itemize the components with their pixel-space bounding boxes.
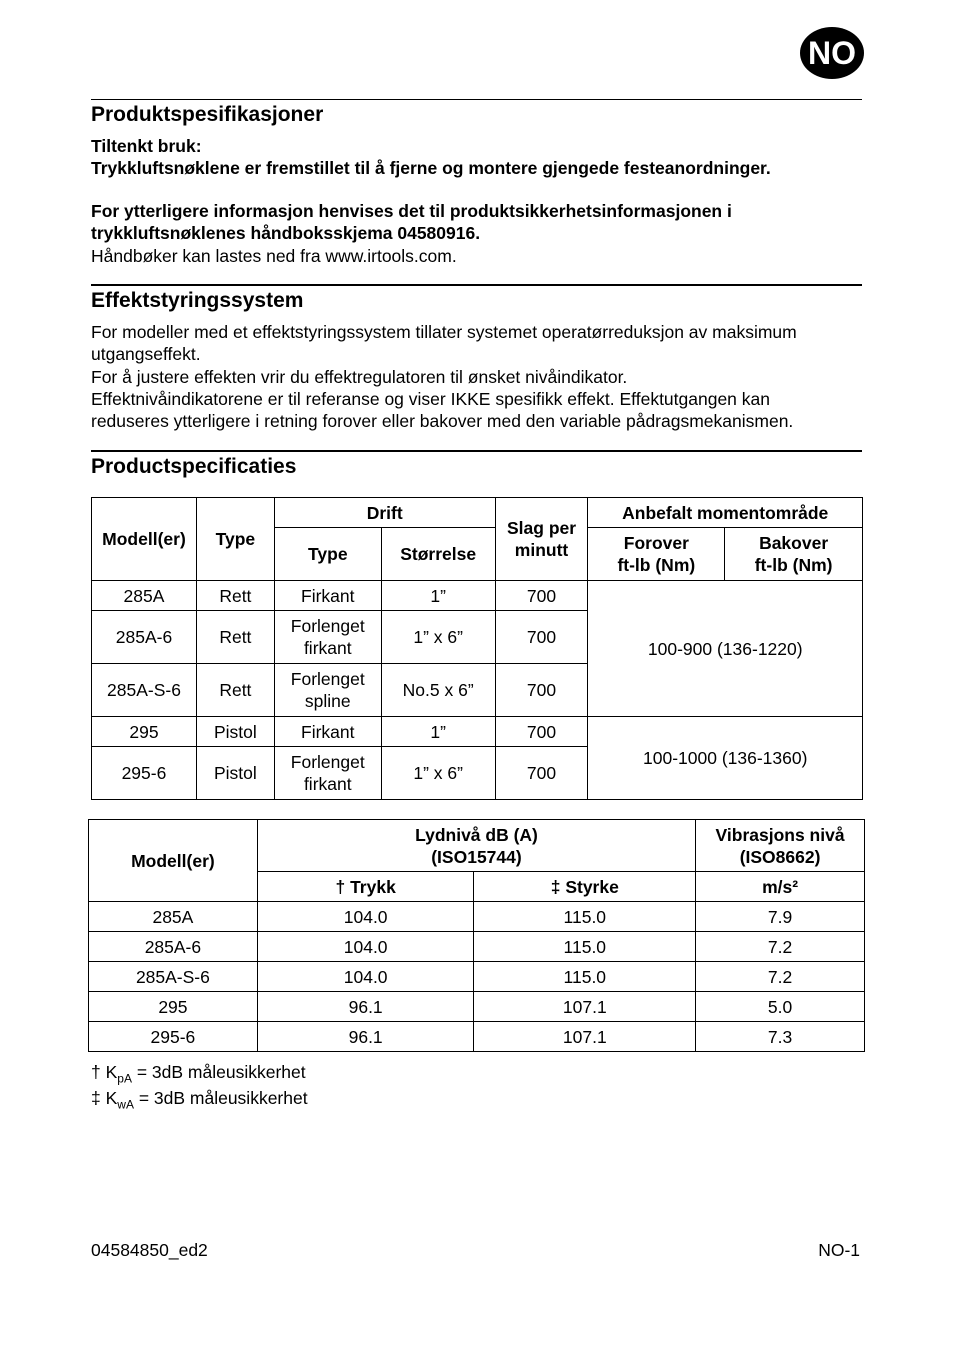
cell-model: 295-6 xyxy=(92,747,197,800)
header-power: ‡ Styrke xyxy=(474,872,696,902)
document-code: 04584850_ed2 xyxy=(91,1240,208,1260)
header-reverse-line1: Bakover xyxy=(759,533,829,553)
intended-use-label: Tiltenkt bruk: xyxy=(91,136,202,156)
cell-model: 295 xyxy=(89,992,258,1022)
cell-type: Pistol xyxy=(196,747,274,800)
cell-size: 1” x 6” xyxy=(381,611,495,664)
cell-vibration: 7.2 xyxy=(696,962,865,992)
section-title-productspecificaties: Productspecificaties xyxy=(91,455,297,478)
header-vibration-line1: Vibrasjons nivå xyxy=(715,824,845,845)
cell-vibration: 7.3 xyxy=(696,1022,865,1052)
section-title-product-spec: Produktspesifikasjoner xyxy=(91,103,324,126)
cell-power: 107.1 xyxy=(474,992,696,1022)
header-drive-size: Størrelse xyxy=(381,528,495,581)
section-title-power-management: Effektstyringssystem xyxy=(91,289,304,312)
cell-drive-type xyxy=(274,611,381,664)
cell-pressure: 104.0 xyxy=(257,962,474,992)
header-bpm-line1: Slag per xyxy=(507,518,577,538)
cell-size: 1” xyxy=(381,581,495,611)
power-text-line4: Effektnivåindikatorene er til referanse og viser IKKE spesifikk effekt. Effektutgangen kan xyxy=(91,389,770,409)
table-row xyxy=(89,932,865,962)
more-info-line2: trykkluftsnøklenes håndboksskjema 04580916. xyxy=(91,223,481,243)
footnote-kwa xyxy=(91,1088,308,1112)
header-forward xyxy=(588,528,725,581)
footnote-kwa-prefix: ‡ K xyxy=(91,1088,118,1108)
header-models: Modell(er) xyxy=(89,820,258,902)
cell-torque-range: 100-900 (136-1220) xyxy=(588,581,863,717)
cell-model: 285A-6 xyxy=(89,932,258,962)
cell-power: 107.1 xyxy=(474,1022,696,1052)
cell-model: 285A-S-6 xyxy=(89,962,258,992)
cell-type: Pistol xyxy=(196,717,274,747)
cell-bpm: 700 xyxy=(495,611,588,664)
table-row xyxy=(89,902,865,932)
cell-bpm: 700 xyxy=(495,581,588,611)
download-note: Håndbøker kan lastes ned fra www.irtools.com. xyxy=(91,246,457,266)
spec-table xyxy=(91,497,863,800)
noise-vibration-table xyxy=(88,819,865,1052)
cell-bpm: 700 xyxy=(495,747,588,800)
cell-drive-type xyxy=(274,664,381,717)
cell-model: 285A xyxy=(89,902,258,932)
cell-torque-range: 100-1000 (136-1360) xyxy=(588,717,863,800)
cell-model: 285A-6 xyxy=(92,611,197,664)
cell-type: Rett xyxy=(196,611,274,664)
divider xyxy=(91,284,862,286)
cell-bpm: 700 xyxy=(495,717,588,747)
header-vibration xyxy=(696,820,865,872)
table-row xyxy=(92,581,863,611)
header-sound-level xyxy=(257,820,695,872)
table-row xyxy=(92,717,863,747)
footnote-kwa-sub: wA xyxy=(117,1097,134,1112)
header-vibration-line2: (ISO8662) xyxy=(739,846,821,867)
intended-use-text: Trykkluftsnøklene er fremstillet til å fjerne og montere gjengede festeanordninger. xyxy=(91,158,771,178)
header-models: Modell(er) xyxy=(92,498,197,581)
header-reverse-line2: ft-lb (Nm) xyxy=(754,555,833,575)
cell-bpm: 700 xyxy=(495,664,588,717)
cell-drive-type xyxy=(274,747,381,800)
footnote-kpa-prefix: † K xyxy=(91,1062,118,1082)
cell-drive-type-line2: firkant xyxy=(303,774,352,794)
power-text-line3: For å justere effekten vrir du effektregulatoren til ønsket nivåindikator. xyxy=(91,367,628,387)
header-reverse xyxy=(725,528,863,581)
header-sound-line1: Lydnivå dB (A) xyxy=(415,824,538,845)
cell-drive-type-line2: firkant xyxy=(303,638,352,658)
header-drive-type: Type xyxy=(274,528,381,581)
footnote-kpa-text: = 3dB måleusikkerhet xyxy=(131,1062,306,1082)
table-row xyxy=(89,992,865,1022)
power-text-line5: reduseres ytterligere i retning forover eller bakover med den variable pådragsmekanismen. xyxy=(91,411,794,431)
cell-type: Rett xyxy=(196,664,274,717)
cell-drive-type-line1: Forlenget xyxy=(290,752,365,772)
header-sound-line2: (ISO15744) xyxy=(431,846,522,867)
cell-model: 285A-S-6 xyxy=(92,664,197,717)
divider xyxy=(91,450,862,452)
cell-vibration: 5.0 xyxy=(696,992,865,1022)
header-type: Type xyxy=(196,498,274,581)
header-pressure: † Trykk xyxy=(257,872,474,902)
table-row xyxy=(89,1022,865,1052)
cell-model: 295 xyxy=(92,717,197,747)
cell-size: 1” x 6” xyxy=(381,747,495,800)
more-info-line1: For ytterligere informasjon henvises det til produktsikkerhetsinformasjonen i xyxy=(91,201,732,221)
divider xyxy=(91,99,862,100)
cell-size: No.5 x 6” xyxy=(381,664,495,717)
cell-drive-type: Firkant xyxy=(274,717,381,747)
cell-power: 115.0 xyxy=(474,962,696,992)
cell-vibration: 7.2 xyxy=(696,932,865,962)
page-number: NO-1 xyxy=(818,1240,860,1260)
cell-drive-type-line1: Forlenget xyxy=(290,616,365,636)
cell-drive-type-line2: spline xyxy=(304,691,351,711)
power-text-line1: For modeller med et effektstyringssystem tillater systemet operatørreduksjon av maksimum xyxy=(91,322,797,342)
footnote-kpa-sub: pA xyxy=(117,1071,132,1086)
cell-power: 115.0 xyxy=(474,902,696,932)
cell-type: Rett xyxy=(196,581,274,611)
cell-pressure: 96.1 xyxy=(257,1022,474,1052)
cell-model: 295-6 xyxy=(89,1022,258,1052)
footnote-kpa xyxy=(91,1062,306,1086)
header-unit: m/s² xyxy=(696,872,865,902)
cell-power: 115.0 xyxy=(474,932,696,962)
header-bpm-line2: minutt xyxy=(514,540,569,560)
cell-drive-type-line1: Forlenget xyxy=(290,669,365,689)
cell-pressure: 104.0 xyxy=(257,902,474,932)
header-drive: Drift xyxy=(274,498,495,528)
table-row xyxy=(89,962,865,992)
cell-drive-type: Firkant xyxy=(274,581,381,611)
cell-pressure: 96.1 xyxy=(257,992,474,1022)
footnote-kwa-text: = 3dB måleusikkerhet xyxy=(133,1088,308,1108)
language-badge: NO xyxy=(800,27,864,79)
power-text-line2: utgangseffekt. xyxy=(91,344,201,364)
header-torque: Anbefalt momentområde xyxy=(588,498,863,528)
header-forward-line1: Forover xyxy=(623,533,689,553)
header-bpm xyxy=(495,498,588,581)
header-forward-line2: ft-lb (Nm) xyxy=(617,555,696,575)
cell-size: 1” xyxy=(381,717,495,747)
cell-model: 285A xyxy=(92,581,197,611)
cell-pressure: 104.0 xyxy=(257,932,474,962)
cell-vibration: 7.9 xyxy=(696,902,865,932)
